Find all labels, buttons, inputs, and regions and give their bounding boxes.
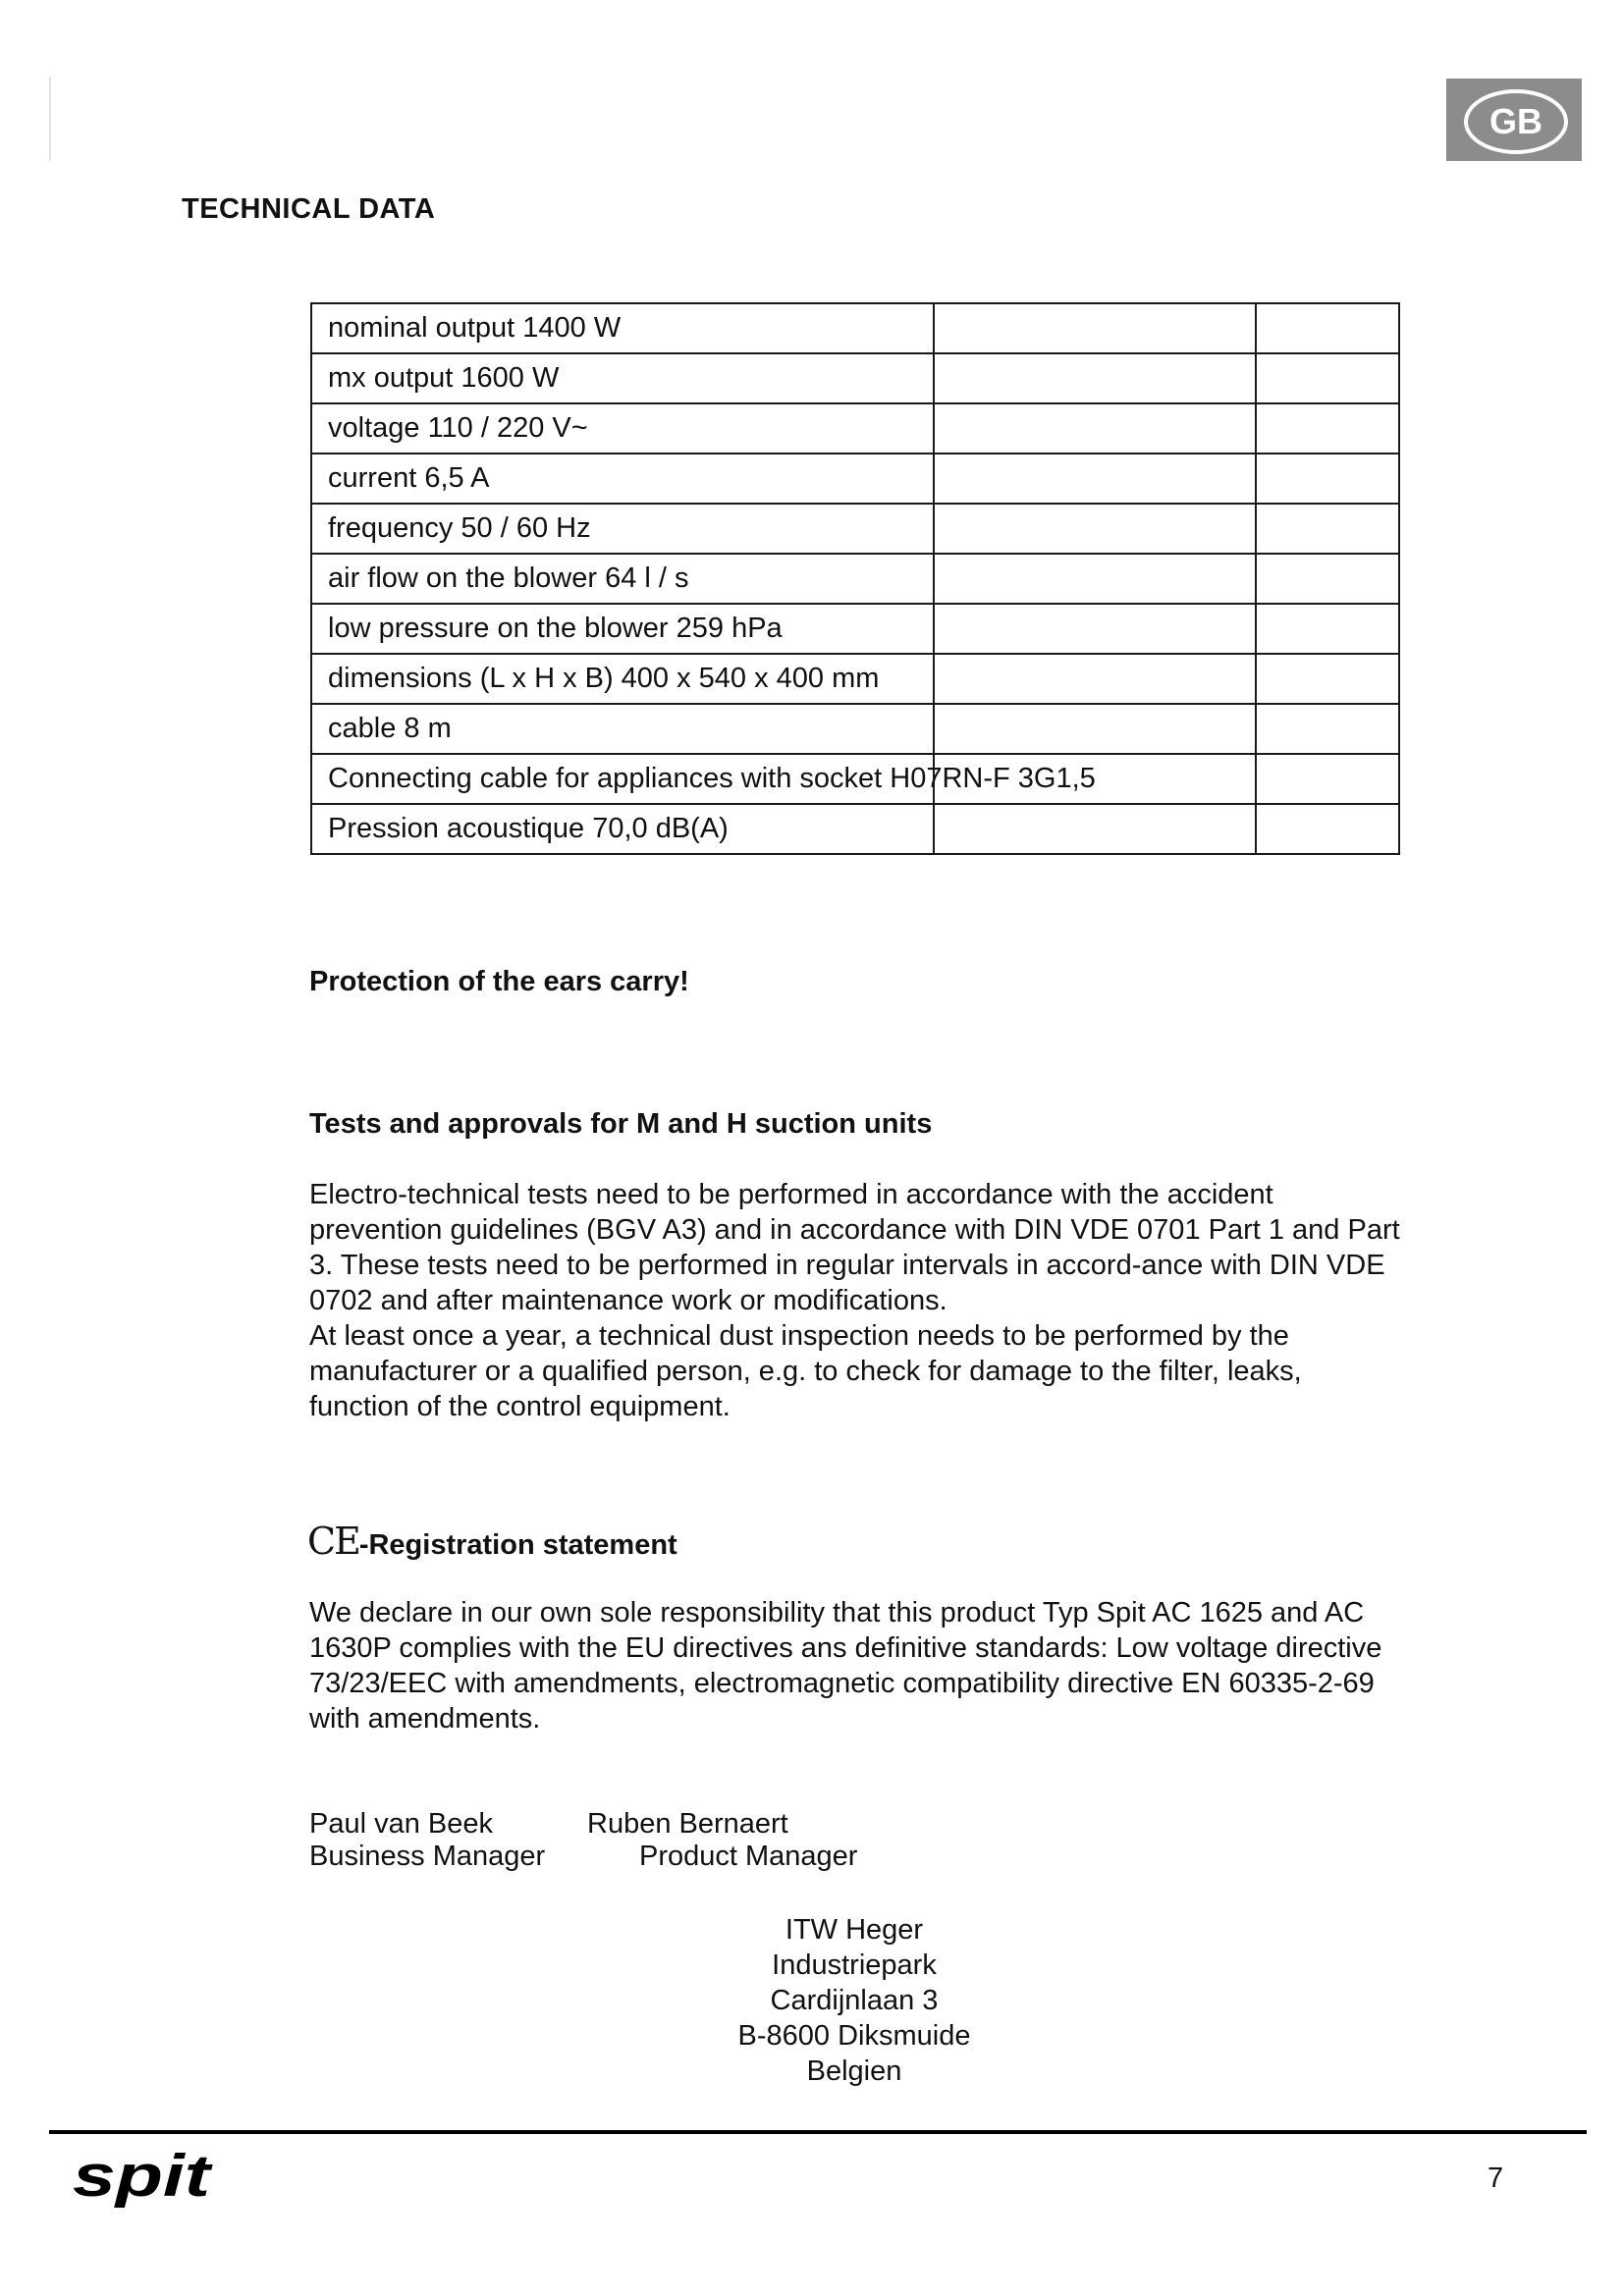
address-line: ITW Heger [785,1914,924,1946]
signatory-role-2: Product Manager [639,1841,858,1872]
language-badge-label: GB [1464,89,1568,154]
address-line: Belgien [806,2056,902,2087]
signatory-role-1: Business Manager [309,1841,546,1872]
spec-cell: voltage 110 / 220 V~ [311,403,934,454]
spec-cell: Connecting cable for appliances with socket H07RN-F 3G1,5 [311,754,934,804]
table-row [311,353,1399,403]
table-row [311,804,1399,854]
table-row [311,303,1399,353]
table-row [311,754,1399,804]
table-row [311,504,1399,554]
table-row [311,454,1399,504]
left-margin-rule [49,77,51,161]
spec-cell: dimensions (L x H x B) 400 x 540 x 400 mm [311,654,934,704]
registration-heading-text: -Registration statement [358,1529,677,1561]
spit-logo [69,2145,216,2208]
spec-cell: cable 8 m [311,704,934,754]
spec-cell: Pression acoustique 70,0 dB(A) [311,804,934,854]
company-address [687,1912,1021,2089]
tests-paragraph-1: Electro-technical tests need to be performed in accordance with the accident prevention guidelines (BGV A3) and in accordance with DIN VDE 0701 Part 1 and Part 3. These tests need to be performed in regular intervals in accord-ance with DIN VDE 0702 and after maintenance work or modifications. [309,1179,1400,1316]
tests-paragraph-2: At least once a year, a technical dust inspection needs to be performed by the manufacturer or a qualified person, e.g. to check for damage to the filter, leaks, function of the control equipment. [309,1320,1302,1422]
tests-heading: Tests and approvals for M and H suction units [309,1108,933,1140]
table-row [311,654,1399,704]
signatory-name-2: Ruben Bernaert [587,1808,788,1840]
spec-cell: air flow on the blower 64 l / s [311,554,934,604]
technical-data-table [310,302,1400,855]
address-line: B-8600 Diksmuide [737,2020,971,2052]
address-line: Industriepark [772,1949,937,1981]
spec-cell: low pressure on the blower 259 hPa [311,604,934,654]
page-title: TECHNICAL DATA [182,193,436,225]
ear-protection-note: Protection of the ears carry! [309,966,689,997]
page-number: 7 [1488,2163,1504,2194]
spec-cell: nominal output 1400 W [311,303,934,353]
ce-mark-icon: CE [307,1520,359,1563]
signatory-name-1: Paul van Beek [309,1808,494,1840]
registration-heading [307,1520,677,1563]
registration-paragraph: We declare in our own sole responsibility that this product Typ Spit AC 1625 and AC 1630P complies with the EU directives ans definitive standards: Low voltage directive 73/23/EEC with amendments, electromagnetic compatibility directive EN 60335-2-69 with amendments. [309,1597,1382,1735]
svg-text:spit: spit [73,2145,214,2208]
table-row [311,554,1399,604]
table-row [311,604,1399,654]
footer-rule [49,2130,1587,2134]
table-row [311,704,1399,754]
spec-cell: mx output 1600 W [311,353,934,403]
address-line: Cardijnlaan 3 [770,1985,939,2016]
spec-cell: frequency 50 / 60 Hz [311,504,934,554]
language-badge [1446,79,1582,161]
spec-cell: current 6,5 A [311,454,934,504]
table-row [311,403,1399,454]
